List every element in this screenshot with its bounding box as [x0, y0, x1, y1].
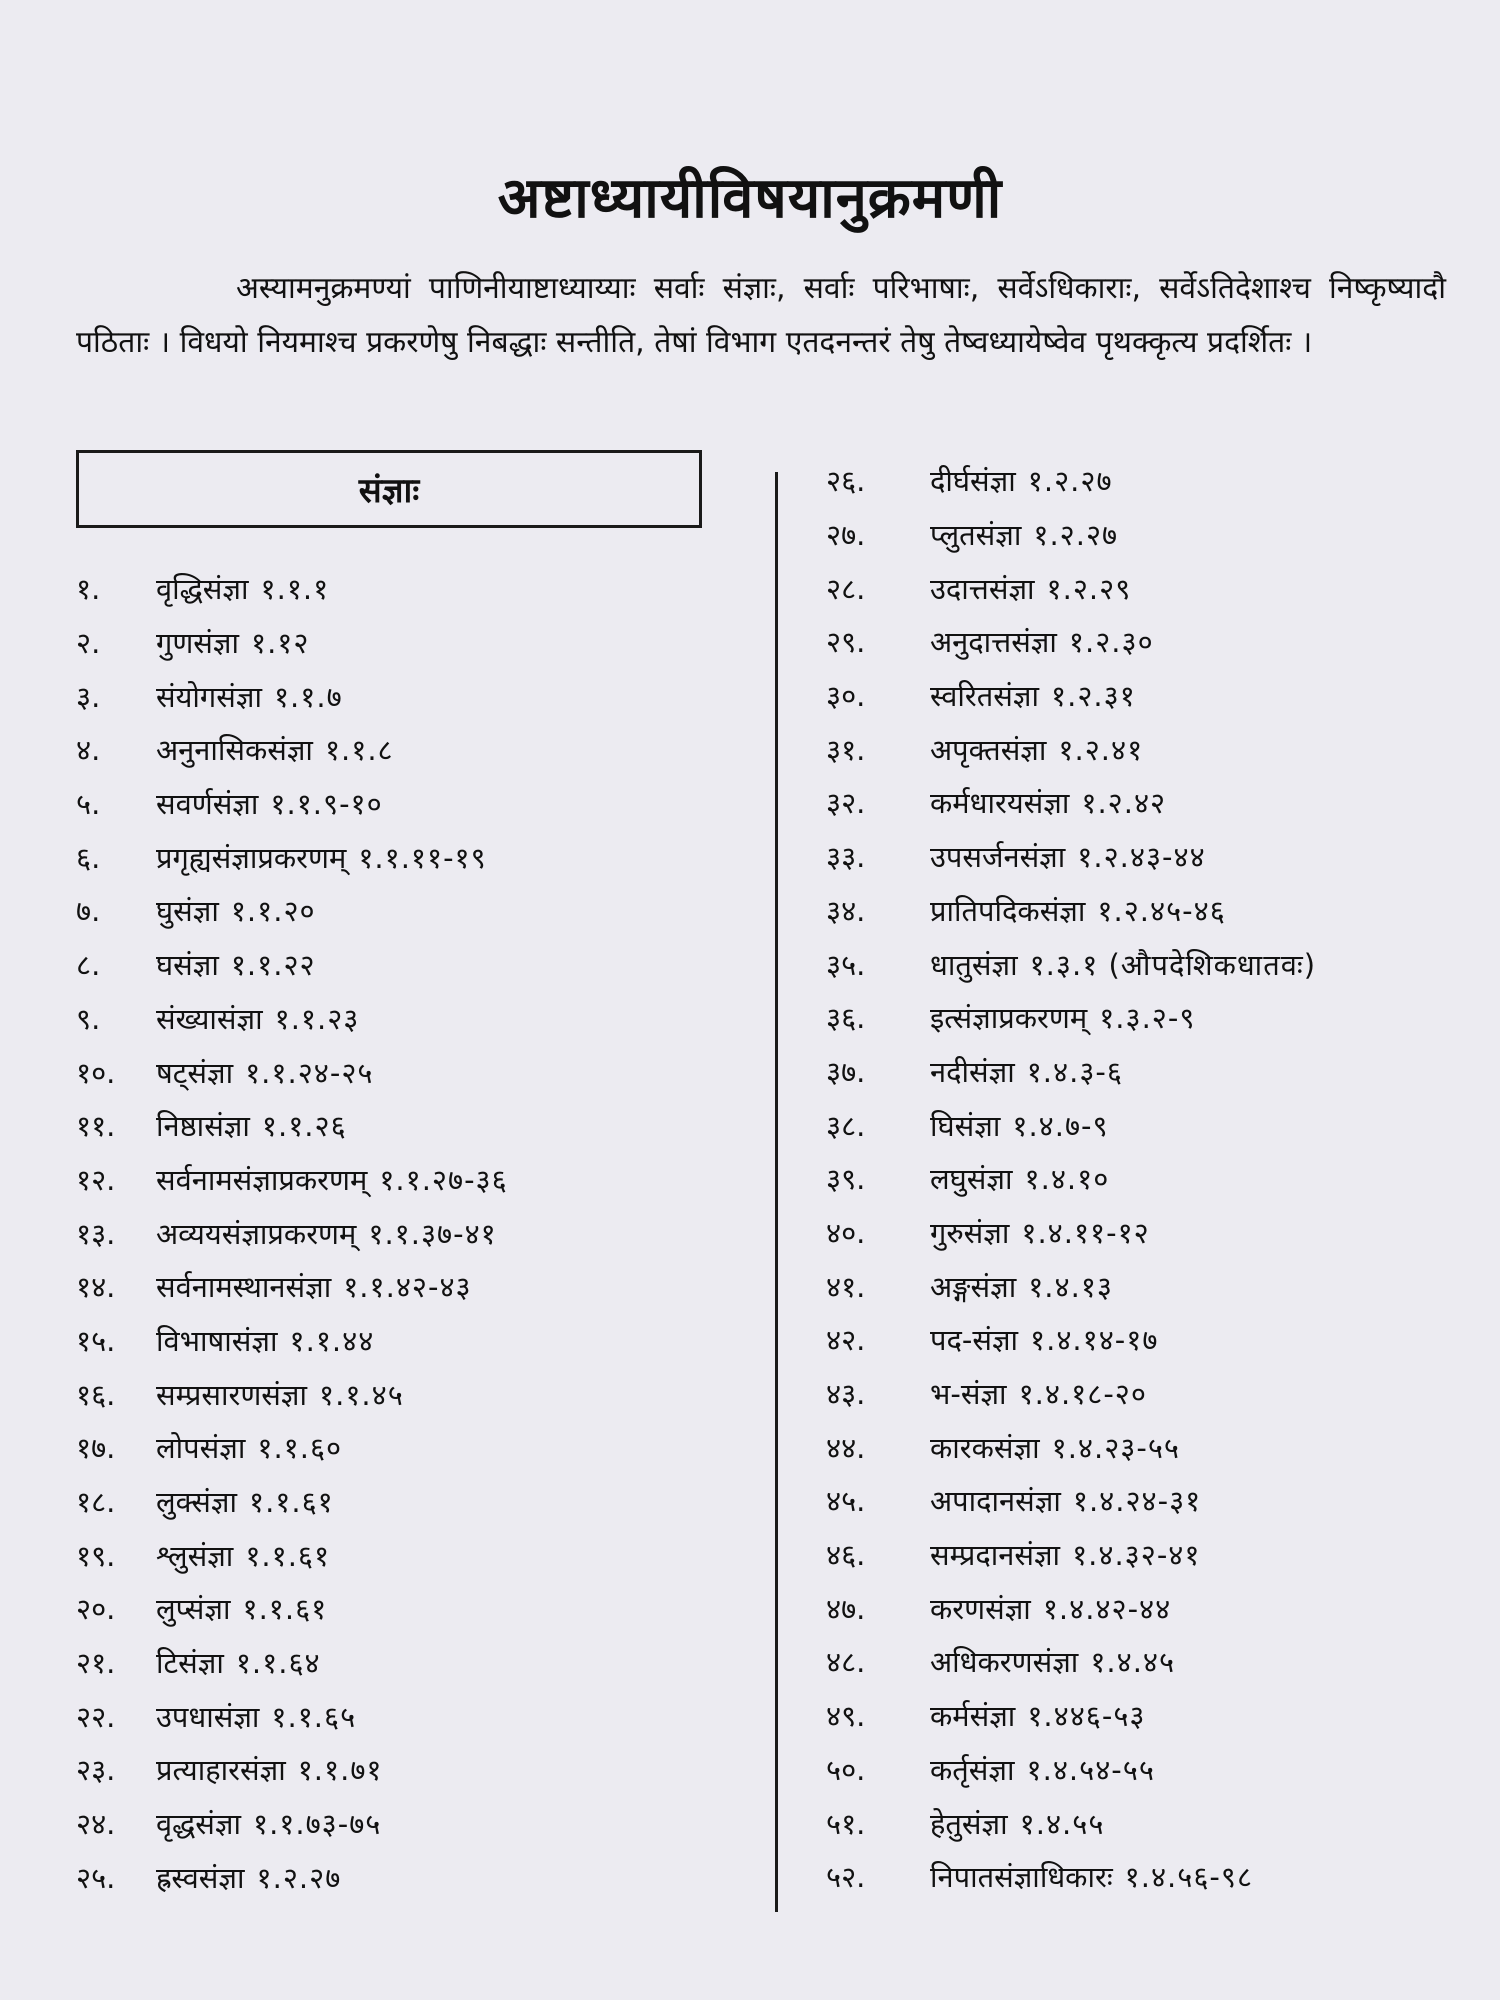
- entry-reference: १.१.७: [273, 679, 343, 714]
- page-title: अष्टाध्यायीविषयानुक्रमणी: [497, 166, 1003, 231]
- entry-number: ८.: [76, 948, 101, 983]
- list-item: [76, 1689, 766, 1743]
- entry-number: २८.: [826, 571, 866, 606]
- entry-reference: १.२.४१: [1058, 732, 1144, 767]
- list-item: [826, 1259, 1486, 1313]
- entry-name: षट्संज्ञा: [156, 1055, 234, 1090]
- entry-number: १५.: [76, 1323, 116, 1358]
- entry-name: अधिकरणसंज्ञा: [930, 1645, 1079, 1680]
- entry-name: विभाषासंज्ञा: [156, 1323, 278, 1358]
- entry-number: ३०.: [826, 679, 866, 714]
- list-item: [826, 1528, 1486, 1582]
- entry-name: अव्ययसंज्ञाप्रकरणम्: [156, 1216, 357, 1251]
- list-item: [76, 1045, 766, 1099]
- list-item: [826, 1206, 1486, 1260]
- entry-reference: १.४.४५: [1090, 1645, 1176, 1680]
- list-item: [826, 884, 1486, 938]
- entry-number: ३९.: [826, 1162, 866, 1197]
- list-item: [826, 561, 1486, 615]
- list-item: [826, 1420, 1486, 1474]
- entry-number: ४५.: [826, 1484, 866, 1519]
- entry-reference: १.१२: [251, 626, 310, 661]
- entry-reference: १.१.६१: [242, 1592, 328, 1627]
- list-item: [826, 1045, 1486, 1099]
- entry-name: स्वरितसंज्ञा: [930, 679, 1040, 714]
- entry-name: गुणसंज्ञा: [156, 626, 239, 661]
- entry-number: ३८.: [826, 1108, 866, 1143]
- list-item: [76, 669, 766, 723]
- entry-number: २०.: [76, 1592, 116, 1627]
- entry-name: अपादानसंज्ञा: [930, 1484, 1061, 1519]
- list-item: [826, 1152, 1486, 1206]
- entry-number: ५२.: [826, 1860, 866, 1895]
- entry-number: २.: [76, 626, 101, 661]
- entry-number: ४०.: [826, 1215, 866, 1250]
- section-heading: संज्ञाः: [358, 471, 420, 511]
- entry-name: प्रत्याहारसंज्ञा: [156, 1753, 286, 1788]
- entry-name: संयोगसंज्ञा: [156, 679, 262, 714]
- entry-name: पद-संज्ञा: [930, 1323, 1019, 1358]
- list-item: [76, 1797, 766, 1851]
- entry-reference: १.१.८: [324, 733, 394, 768]
- entry-name: गुरुसंज्ञा: [930, 1215, 1010, 1250]
- list-item: [76, 1743, 766, 1797]
- list-item: [826, 669, 1486, 723]
- entry-number: ७.: [76, 894, 101, 929]
- entry-name: अङ्गसंज्ञा: [930, 1269, 1017, 1304]
- column-divider: [775, 472, 778, 1912]
- entry-name: लघुसंज्ञा: [930, 1162, 1013, 1197]
- entry-name: प्लुतसंज्ञा: [930, 518, 1022, 553]
- entry-number: ११.: [76, 1109, 116, 1144]
- entry-name: निपातसंज्ञाधिकारः: [930, 1860, 1113, 1895]
- entry-reference: १.२.२९: [1046, 571, 1132, 606]
- entry-reference: १.१.२६: [261, 1109, 347, 1144]
- entry-reference: १.३.१ (औपदेशिकधातवः): [1029, 947, 1317, 982]
- entry-name: अनुदात्तसंज्ञा: [930, 625, 1057, 660]
- list-item: [826, 776, 1486, 830]
- entry-reference: १.२.४५-४६: [1097, 893, 1226, 928]
- entry-name: सम्प्रदानसंज्ञा: [930, 1538, 1061, 1573]
- entry-number: १७.: [76, 1431, 116, 1466]
- entry-name: लुक्संज्ञा: [156, 1485, 237, 1520]
- entry-reference: १.४.५६-९८: [1124, 1860, 1254, 1895]
- entry-name: लुप्संज्ञा: [156, 1592, 231, 1627]
- list-item: [826, 1689, 1486, 1743]
- list-item: [76, 616, 766, 670]
- entry-name: घिसंज्ञा: [930, 1108, 1001, 1143]
- entry-number: १२.: [76, 1162, 116, 1197]
- entry-number: १९.: [76, 1538, 116, 1573]
- entry-reference: १.२.३०: [1068, 625, 1154, 660]
- entry-name: संख्यासंज्ञा: [156, 1001, 263, 1036]
- entry-number: ३६.: [826, 1001, 866, 1036]
- entry-number: २३.: [76, 1753, 116, 1788]
- entry-name: ह्रस्वसंज्ञा: [156, 1860, 245, 1895]
- entry-reference: १.४.३-६: [1026, 1054, 1123, 1089]
- entry-name: उदात्तसंज्ञा: [930, 571, 1035, 606]
- entry-name: लोपसंज्ञा: [156, 1431, 246, 1466]
- entry-reference: १.४.५४-५५: [1026, 1752, 1155, 1787]
- entry-name: भ-संज्ञा: [930, 1377, 1007, 1412]
- entry-name: कर्मसंज्ञा: [930, 1699, 1016, 1734]
- entry-number: ६.: [76, 840, 101, 875]
- entry-reference: १.२.२७: [256, 1860, 342, 1895]
- entry-number: ४.: [76, 733, 101, 768]
- entry-number: २२.: [76, 1699, 116, 1734]
- intro-paragraph: अस्यामनुक्रमण्यां पाणिनीयाष्टाध्याय्याः सर्वाः संज्ञाः, सर्वाः परिभाषाः, सर्वेऽधिकाराः, सर्वेऽतिदेशाश्च निष्कृष्यादौ पठिताः । विधयो नियमाश्च प्रकरणेषु निबद्धाः सन्तीति, तेषां विभाग एतदनन्तरं तेषु तेष्वध्यायेष्वेव पृथक्कृत्य प्रदर्शितः ।: [76, 271, 1446, 360]
- entry-reference: १.४.१८-२०: [1018, 1377, 1147, 1412]
- entry-number: ३.: [76, 679, 101, 714]
- entry-number: ४७.: [826, 1591, 866, 1626]
- entry-reference: १.४.१४-१७: [1030, 1323, 1159, 1358]
- list-item: [826, 1743, 1486, 1797]
- entry-name: अपृक्तसंज्ञा: [930, 732, 1047, 767]
- list-item: [826, 1850, 1486, 1904]
- entry-reference: १.१.११-१९: [358, 840, 487, 875]
- entry-number: १.: [76, 572, 101, 607]
- entry-reference: १.१.२२: [230, 948, 316, 983]
- list-item: [76, 1367, 766, 1421]
- list-item: [76, 777, 766, 831]
- entry-number: ३७.: [826, 1054, 866, 1089]
- entry-reference: १.४.४२-४४: [1042, 1591, 1172, 1626]
- list-item: [826, 1313, 1486, 1367]
- entry-name: धातुसंज्ञा: [930, 947, 1018, 982]
- entry-reference: १.१.६१: [245, 1538, 331, 1573]
- entry-name: वृद्धसंज्ञा: [156, 1807, 241, 1842]
- entry-number: १६.: [76, 1377, 116, 1412]
- entry-number: ५०.: [826, 1752, 866, 1787]
- entry-reference: १.१.२०: [230, 894, 316, 929]
- list-item: [76, 992, 766, 1046]
- entry-name: टिसंज्ञा: [156, 1646, 224, 1681]
- entry-name: सर्वनामस्थानसंज्ञा: [156, 1270, 332, 1305]
- entry-name: सर्वनामसंज्ञाप्रकरणम्: [156, 1162, 368, 1197]
- entry-name: कारकसंज्ञा: [930, 1430, 1040, 1465]
- entry-number: ४३.: [826, 1377, 866, 1412]
- list-item: [76, 1260, 766, 1314]
- entry-reference: १.४.११-१२: [1021, 1215, 1150, 1250]
- list-item: [76, 723, 766, 777]
- entry-number: ९.: [76, 1001, 101, 1036]
- entry-number: २६.: [826, 464, 866, 499]
- entry-reference: १.२.२७: [1033, 518, 1119, 553]
- list-item: [76, 1314, 766, 1368]
- list-item: [76, 830, 766, 884]
- entry-number: ४२.: [826, 1323, 866, 1358]
- entry-name: सम्प्रसारणसंज्ञा: [156, 1377, 308, 1412]
- entry-name: कर्मधारयसंज्ञा: [930, 786, 1070, 821]
- entry-name: इत्संज्ञाप्रकरणम्: [930, 1001, 1088, 1036]
- entry-name: घसंज्ञा: [156, 948, 219, 983]
- entry-name: प्रातिपदिकसंज्ञा: [930, 893, 1086, 928]
- entry-reference: १.२.४२: [1081, 786, 1167, 821]
- list-item: [826, 1367, 1486, 1421]
- entry-reference: १.४.५५: [1019, 1806, 1105, 1841]
- entry-name: घुसंज्ञा: [156, 894, 219, 929]
- entry-reference: १.२.३१: [1051, 679, 1136, 714]
- entry-reference: १.२.४३-४४: [1077, 840, 1206, 875]
- entry-number: ४९.: [826, 1699, 866, 1734]
- entry-number: ४१.: [826, 1269, 866, 1304]
- entry-name: हेतुसंज्ञा: [930, 1806, 1008, 1841]
- entry-reference: १.१.२३: [274, 1001, 360, 1036]
- entry-number: १०.: [76, 1055, 116, 1090]
- entry-reference: १.१.६१: [249, 1485, 334, 1520]
- entry-reference: १.१.७३-७५: [253, 1807, 382, 1842]
- entry-number: २५.: [76, 1860, 116, 1895]
- entry-number: ४८.: [826, 1645, 866, 1680]
- entry-name: सवर्णसंज्ञा: [156, 787, 259, 822]
- entry-name: श्लुसंज्ञा: [156, 1538, 234, 1573]
- entry-number: १८.: [76, 1485, 116, 1520]
- list-item: [826, 508, 1486, 562]
- list-item: [76, 1851, 766, 1905]
- list-item: [76, 884, 766, 938]
- list-item: [826, 991, 1486, 1045]
- entry-number: ३३.: [826, 840, 866, 875]
- entry-reference: १.१.४४: [289, 1323, 375, 1358]
- entry-number: ३१.: [826, 732, 866, 767]
- list-item: [76, 1206, 766, 1260]
- entry-reference: १.१.१: [260, 572, 330, 607]
- list-item: [826, 830, 1486, 884]
- entry-number: ५१.: [826, 1806, 866, 1841]
- entry-number: २४.: [76, 1807, 116, 1842]
- entry-name: अनुनासिकसंज्ञा: [156, 733, 313, 768]
- list-item: [76, 1528, 766, 1582]
- entry-name: नदीसंज्ञा: [930, 1054, 1015, 1089]
- entry-reference: १.१.४२-४३: [343, 1270, 472, 1305]
- entry-reference: १.४.३२-४१: [1072, 1538, 1201, 1573]
- entry-name: प्रगृह्यसंज्ञाप्रकरणम्: [156, 840, 347, 875]
- entry-name: उपधासंज्ञा: [156, 1699, 260, 1734]
- list-item: [826, 722, 1486, 776]
- list-item: [826, 1098, 1486, 1152]
- entry-name: दीर्घसंज्ञा: [930, 464, 1016, 499]
- entry-reference: १.१.२७-३६: [379, 1162, 508, 1197]
- list-item: [826, 615, 1486, 669]
- left-entry-list: [76, 562, 766, 1904]
- list-item: [826, 1796, 1486, 1850]
- entry-reference: १.१.३७-४१: [368, 1216, 497, 1251]
- entry-name: करणसंज्ञा: [930, 1591, 1031, 1626]
- entry-name: निष्ठासंज्ञा: [156, 1109, 250, 1144]
- section-heading-box: [76, 450, 702, 528]
- entry-reference: १.१.२४-२५: [245, 1055, 374, 1090]
- list-item: [76, 1636, 766, 1690]
- entry-reference: १.३.२-९: [1099, 1001, 1196, 1036]
- entry-number: १४.: [76, 1270, 116, 1305]
- entry-number: ५.: [76, 787, 101, 822]
- entry-number: ३२.: [826, 786, 866, 821]
- list-item: [826, 1635, 1486, 1689]
- entry-number: ४४.: [826, 1430, 866, 1465]
- entry-reference: १.४.७-९: [1012, 1108, 1109, 1143]
- list-item: [826, 937, 1486, 991]
- entry-reference: १.१.६५: [271, 1699, 357, 1734]
- entry-reference: १.२.२७: [1027, 464, 1113, 499]
- list-item: [76, 938, 766, 992]
- entry-name: वृद्धिसंज्ञा: [156, 572, 249, 607]
- list-item: [826, 454, 1486, 508]
- list-item: [76, 1421, 766, 1475]
- right-entry-list: [826, 454, 1486, 1904]
- entry-reference: १.४.२३-५५: [1051, 1430, 1181, 1465]
- list-item: [826, 1581, 1486, 1635]
- entry-number: ३४.: [826, 893, 866, 928]
- entry-reference: १.४.२४-३१: [1072, 1484, 1202, 1519]
- entry-number: २७.: [826, 518, 866, 553]
- list-item: [76, 562, 766, 616]
- entry-number: १३.: [76, 1216, 116, 1251]
- list-item: [826, 1474, 1486, 1528]
- entry-name: कर्तृसंज्ञा: [930, 1752, 1015, 1787]
- entry-number: ४६.: [826, 1538, 866, 1573]
- entry-name: उपसर्जनसंज्ञा: [930, 840, 1066, 875]
- entry-number: २९.: [826, 625, 866, 660]
- list-item: [76, 1582, 766, 1636]
- entry-reference: १.१.९-१०: [270, 787, 383, 822]
- list-item: [76, 1153, 766, 1207]
- entry-number: ३५.: [826, 947, 866, 982]
- list-item: [76, 1475, 766, 1529]
- entry-reference: १.१.६०: [257, 1431, 343, 1466]
- entry-number: २१.: [76, 1646, 116, 1681]
- entry-reference: १.४४६-५३: [1027, 1699, 1146, 1734]
- list-item: [76, 1099, 766, 1153]
- entry-reference: १.१.६४: [235, 1646, 321, 1681]
- entry-reference: १.४.१०: [1024, 1162, 1110, 1197]
- entry-reference: १.१.७१: [297, 1753, 383, 1788]
- entry-reference: १.१.४५: [319, 1377, 404, 1412]
- entry-reference: १.४.१३: [1028, 1269, 1113, 1304]
